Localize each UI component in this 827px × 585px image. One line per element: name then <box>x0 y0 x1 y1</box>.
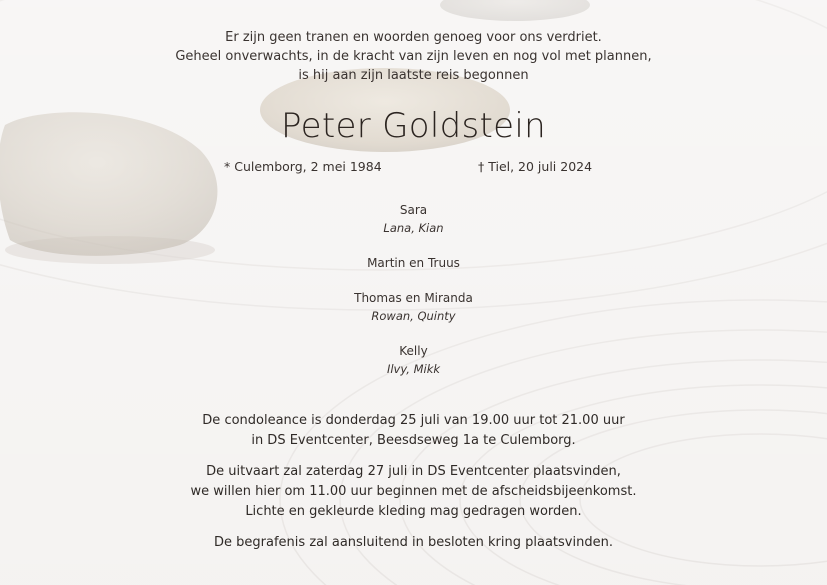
intro-line-3: is hij aan zijn laatste reis begonnen <box>298 68 529 83</box>
funeral-line-1: De uitvaart zal zaterdag 27 juli in DS Eventcenter plaatsvinden, <box>206 464 621 479</box>
death-date: † Tiel, 20 juli 2024 <box>478 159 593 174</box>
family-names: Thomas en Miranda <box>354 291 473 305</box>
family-children: Lana, Kian <box>383 221 444 235</box>
condolence-line-1: De condoleance is donderdag 25 juli van 19.00 uur tot 21.00 uur <box>202 413 625 428</box>
intro-line-2: Geheel onverwachts, in de kracht van zijn leven en nog vol met plannen, <box>175 49 652 64</box>
birth-date: * Culemborg, 2 mei 1984 <box>224 159 382 174</box>
condolence-line-2: in DS Eventcenter, Beesdseweg 1a te Culemborg. <box>251 433 576 448</box>
family-names: Martin en Truus <box>367 256 460 270</box>
burial-notice: De begrafenis zal aansluitend in besloten kring plaatsvinden. <box>214 535 613 550</box>
deceased-name: Peter Goldstein <box>281 106 546 146</box>
family-names: Sara <box>399 203 428 217</box>
funeral-line-3: Lichte en gekleurde kleding mag gedragen worden. <box>245 504 582 519</box>
funeral-line-2: we willen hier om 11.00 uur beginnen met de afscheidsbijeenkomst. <box>190 484 637 499</box>
family-children: Ilvy, Mikk <box>386 362 441 376</box>
family-children: Rowan, Quinty <box>371 309 456 323</box>
family-names: Kelly <box>399 344 428 358</box>
intro-line-1: Er zijn geen tranen en woorden genoeg voor ons verdriet. <box>225 30 602 45</box>
